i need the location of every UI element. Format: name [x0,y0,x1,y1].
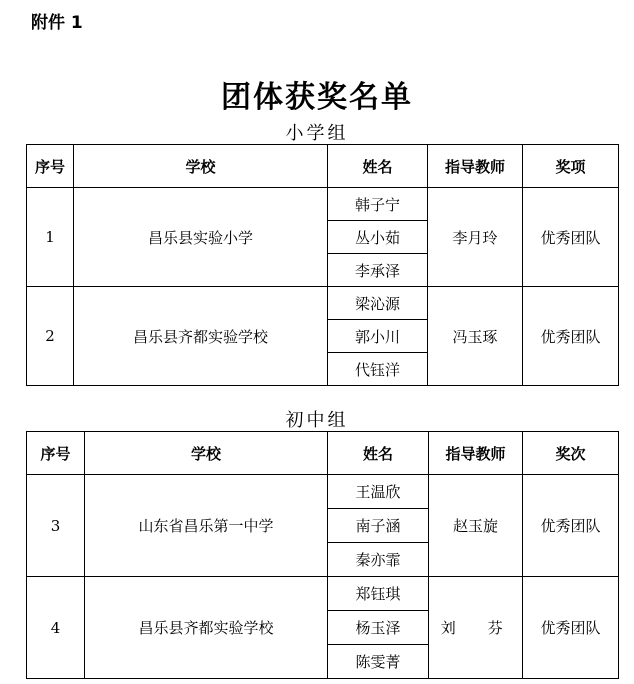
header-cell: 序号 [27,432,85,475]
school-name: 昌乐县齐都实验学校 [74,287,328,386]
header-cell: 奖项 [523,145,619,188]
row-number: 1 [27,188,74,287]
table-row [27,287,619,320]
header-cell: 指导教师 [428,145,523,188]
student-name: 丛小茹 [328,221,428,254]
table-header-row [27,432,619,475]
school-name: 昌乐县实验小学 [74,188,328,287]
student-name: 南子涵 [328,509,429,543]
school-name: 山东省昌乐第一中学 [85,475,328,577]
student-name: 郑钰琪 [328,577,429,611]
student-name: 代钰洋 [328,353,428,386]
student-name: 梁沁源 [328,287,428,320]
page-title: 团体获奖名单 [221,80,413,115]
student-name: 秦亦霏 [328,543,429,577]
table-row [27,475,619,509]
award-cell: 优秀团队 [523,475,619,577]
table-row [27,188,619,221]
row-number: 4 [27,577,85,679]
teacher-name: 赵玉旋 [429,475,523,577]
header-cell: 学校 [74,145,328,188]
teacher-name: 李月玲 [428,188,523,287]
student-name: 杨玉泽 [328,611,429,645]
header-cell: 姓名 [328,145,428,188]
header-cell: 姓名 [328,432,429,475]
award-cell: 优秀团队 [523,188,619,287]
teacher-name: 冯玉琢 [428,287,523,386]
school-name: 昌乐县齐都实验学校 [85,577,328,679]
header-cell: 奖次 [523,432,619,475]
row-number: 2 [27,287,74,386]
header-cell: 指导教师 [429,432,523,475]
row-number: 3 [27,475,85,577]
award-cell: 优秀团队 [523,577,619,679]
junior-award-table [26,431,619,679]
header-cell: 序号 [27,145,74,188]
teacher-name: 刘 芬 [429,577,523,679]
header-cell: 学校 [85,432,328,475]
table-row [27,577,619,611]
table-header-row [27,145,619,188]
student-name: 陈雯菁 [328,645,429,679]
primary-award-table [26,144,619,386]
student-name: 李承泽 [328,254,428,287]
student-name: 郭小川 [328,320,428,353]
student-name: 王温欣 [328,475,429,509]
junior-group-title: 初中组 [285,410,349,431]
award-cell: 优秀团队 [523,287,619,386]
student-name: 韩子宁 [328,188,428,221]
primary-group-title: 小学组 [285,123,349,144]
attachment-label: 附件 1 [31,13,83,33]
